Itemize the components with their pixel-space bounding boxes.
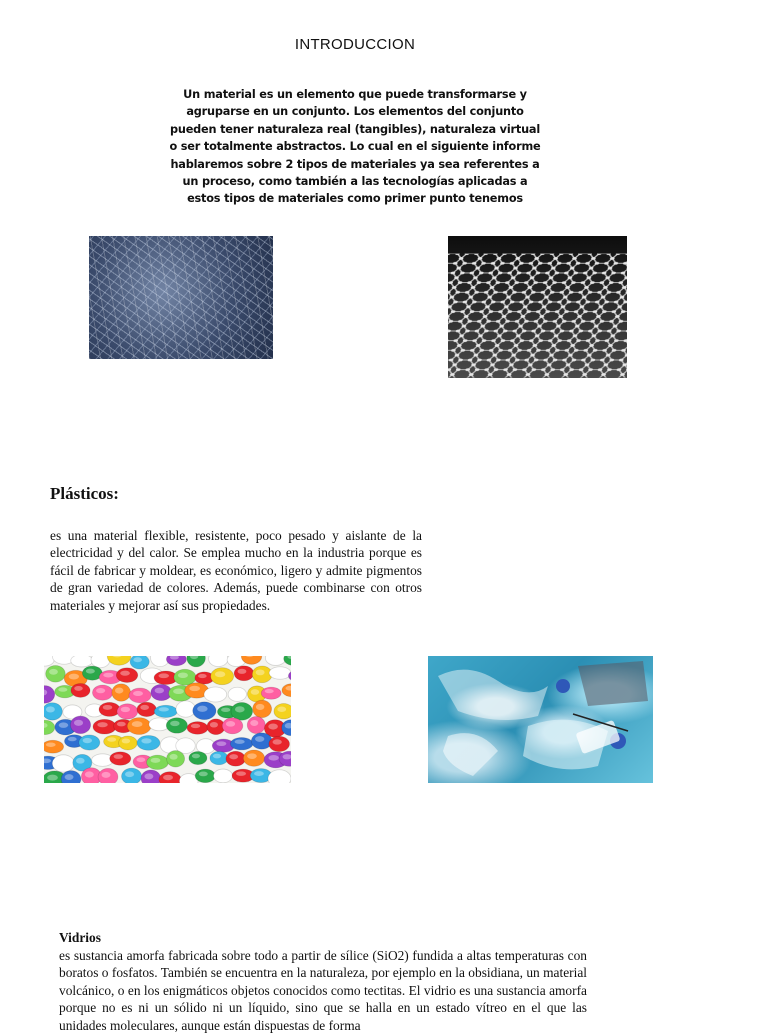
plastic-waste-image <box>428 656 653 783</box>
colorful-plastic-caps-image <box>44 656 291 783</box>
page-title: INTRODUCCION <box>294 36 416 53</box>
glass-heading: Vidrios <box>59 930 101 945</box>
intro-paragraph: Un material es un elemento que puede transformarse y agruparse en un conjunto. Los elementos del conjunto pueden tener naturaleza real (tangibles), naturaleza virtual o ser totalmente abstractos. Lo cual en el siguiente informe hablaremos sobre 2 tipos de materiales ya sea referentes a un proceso, como también a las tecnologías aplicadas a estos tipos de materiales como primer punto tenemos <box>169 88 541 206</box>
ice-crystal-texture-image <box>89 236 273 359</box>
glass-paragraph: es sustancia amorfa fabricada sobre todo a partir de sílice (SiO2) fundida a altas temperaturas con boratos o fosfatos. También se encuentra en la naturaleza, por ejemplo en la obsidiana, un material volcánico, o en los enigmáticos objetos conocidos como tectitas. El vidrio es una sustancia amorfa porque no es ni un sólido ni un líquido, sino que se halla en un estado vítreo en el que las unidades moleculares, aunque están dispuestas de forma <box>59 948 587 1033</box>
graphene-lattice-image <box>448 236 627 378</box>
plastics-paragraph: es una material flexible, resistente, poco pesado y aislante de la electricidad y del calor. Se emplea mucho en la industria porque es fácil de fabricar y moldear, es económico, ligero y admite pigmentos de gran variedad de colores. Además, puede combinarse con otros materiales y mejorar así sus propiedades. <box>50 528 422 613</box>
plastics-heading: Plásticos: <box>50 484 119 503</box>
